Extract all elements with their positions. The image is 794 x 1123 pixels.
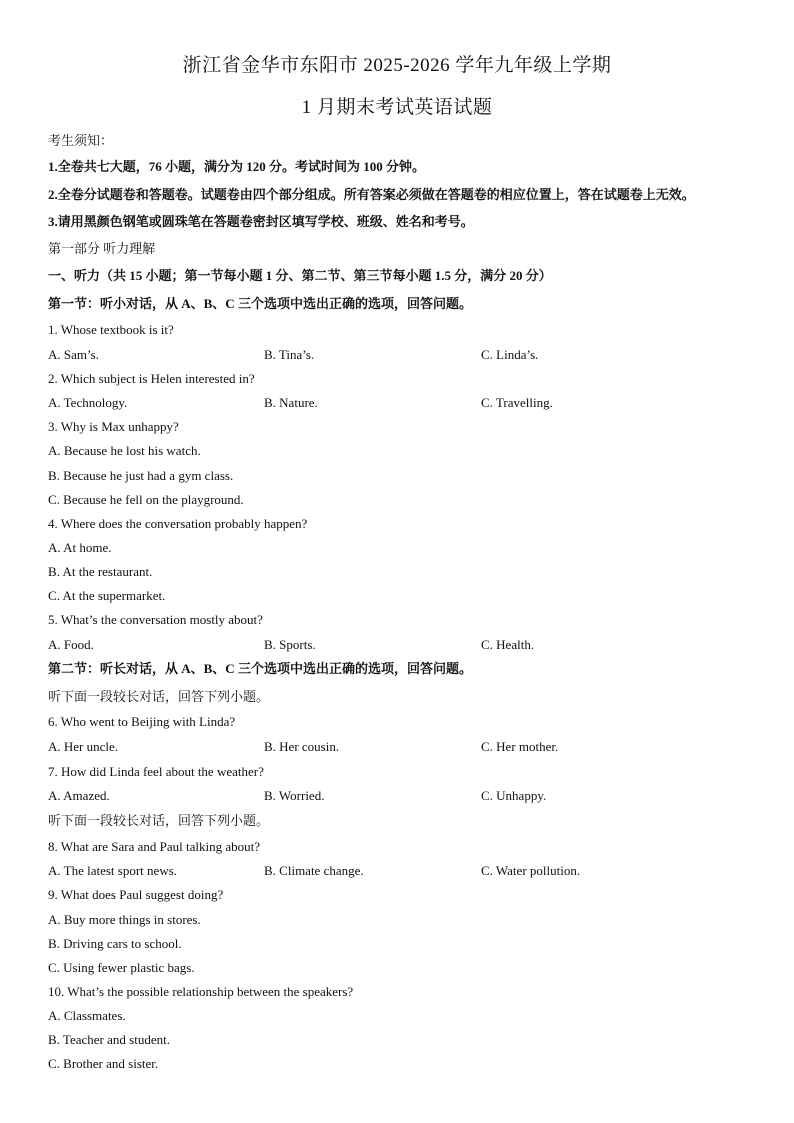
question-2: 2. Which subject is Helen interested in? bbox=[48, 371, 255, 386]
listening-section-heading: 一、听力（共 15 小题；第一节每小题 1 分、第二节、第三节每小题 1.5 分，满分 20 分） bbox=[48, 268, 552, 283]
q3-option-b: B. Because he just had a gym class. bbox=[48, 468, 234, 483]
q4-option-c: C. At the supermarket. bbox=[48, 588, 166, 603]
q10-option-c: C. Brother and sister. bbox=[48, 1056, 159, 1071]
notice-item-1: 1.全卷共七大题，76 小题，满分为 120 分。考试时间为 100 分钟。 bbox=[48, 159, 426, 174]
q9-option-a: A. Buy more things in stores. bbox=[48, 912, 201, 927]
q10-option-b: B. Teacher and student. bbox=[48, 1032, 170, 1047]
q4-option-a: A. At home. bbox=[48, 540, 112, 555]
question-5: 5. What’s the conversation mostly about? bbox=[48, 612, 263, 627]
q5-option-c: C. Health. bbox=[481, 637, 535, 652]
question-6: 6. Who went to Beijing with Linda? bbox=[48, 714, 236, 729]
q5-option-a: A. Food. bbox=[48, 637, 94, 652]
q7-option-b: B. Worried. bbox=[264, 788, 325, 803]
q8-option-b: B. Climate change. bbox=[264, 863, 364, 878]
subsection2-heading: 第二节：听长对话，从 A、B、C 三个选项中选出正确的选项，回答问题。 bbox=[48, 661, 472, 676]
q1-option-c: C. Linda’s. bbox=[481, 347, 539, 362]
q8-option-a: A. The latest sport news. bbox=[48, 863, 178, 878]
q5-option-b: B. Sports. bbox=[264, 637, 316, 652]
question-4: 4. Where does the conversation probably happen? bbox=[48, 516, 308, 531]
q2-option-c: C. Travelling. bbox=[481, 395, 553, 410]
q2-option-b: B. Nature. bbox=[264, 395, 318, 410]
part1-heading: 第一部分 听力理解 bbox=[48, 241, 156, 256]
q1-option-b: B. Tina’s. bbox=[264, 347, 315, 362]
q7-option-a: A. Amazed. bbox=[48, 788, 110, 803]
q4-option-b: B. At the restaurant. bbox=[48, 564, 153, 579]
q8-option-c: C. Water pollution. bbox=[481, 863, 581, 878]
q1-option-a: A. Sam’s. bbox=[48, 347, 99, 362]
q9-option-c: C. Using fewer plastic bags. bbox=[48, 960, 195, 975]
q10-option-a: A. Classmates. bbox=[48, 1008, 126, 1023]
q6-option-c: C. Her mother. bbox=[481, 739, 559, 754]
exam-title-line2: 1 月期末考试英语试题 bbox=[301, 97, 493, 118]
question-9: 9. What does Paul suggest doing? bbox=[48, 887, 224, 902]
subsection1-heading: 第一节：听小对话，从 A、B、C 三个选项中选出正确的选项，回答问题。 bbox=[48, 296, 472, 311]
question-1: 1. Whose textbook is it? bbox=[48, 322, 174, 337]
notice-item-2: 2.全卷分试题卷和答题卷。试题卷由四个部分组成。所有答案必须做在答题卷的相应位置上，答在试题卷上无效。 bbox=[48, 187, 695, 202]
q7-option-c: C. Unhappy. bbox=[481, 788, 547, 803]
notice-heading: 考生须知： bbox=[48, 133, 114, 148]
exam-title-line1: 浙江省金华市东阳市 2025-2026 学年九年级上学期 bbox=[182, 55, 612, 76]
q6-option-a: A. Her uncle. bbox=[48, 739, 119, 754]
notice-item-3: 3.请用黑颜色钢笔或圆珠笔在答题卷密封区填写学校、班级、姓名和考号。 bbox=[48, 214, 474, 229]
q9-option-b: B. Driving cars to school. bbox=[48, 936, 182, 951]
question-10: 10. What’s the possible relationship between the speakers? bbox=[48, 984, 354, 999]
q3-option-c: C. Because he fell on the playground. bbox=[48, 492, 244, 507]
q2-option-a: A. Technology. bbox=[48, 395, 128, 410]
q3-option-a: A. Because he lost his watch. bbox=[48, 443, 201, 458]
listen-prompt-1: 听下面一段较长对话，回答下列小题。 bbox=[48, 689, 270, 704]
listen-prompt-2: 听下面一段较长对话，回答下列小题。 bbox=[48, 813, 270, 828]
q6-option-b: B. Her cousin. bbox=[264, 739, 340, 754]
question-8: 8. What are Sara and Paul talking about? bbox=[48, 839, 261, 854]
question-7: 7. How did Linda feel about the weather? bbox=[48, 764, 264, 779]
question-3: 3. Why is Max unhappy? bbox=[48, 419, 179, 434]
